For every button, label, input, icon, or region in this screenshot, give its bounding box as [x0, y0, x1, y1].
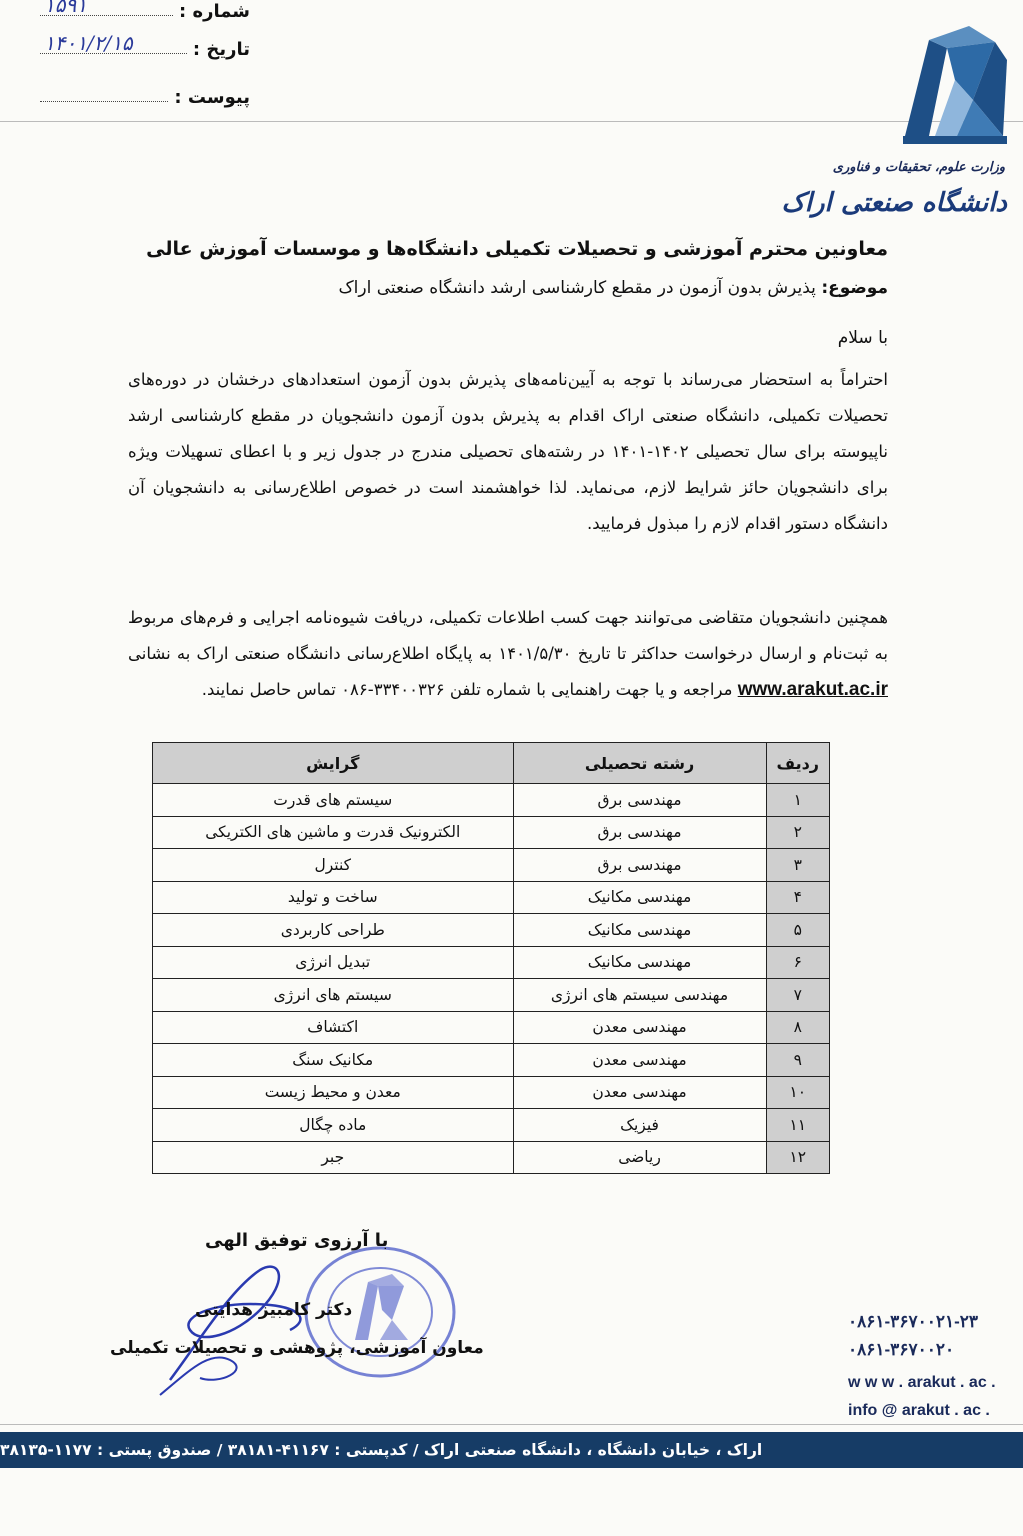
footer-address: اراک ، خیابان دانشگاه ، دانشگاه صنعتی اراک / کدپستی : ۴۱۱۶۷-۳۸۱۸۱ / صندوق پستی : ۱۱۷۷-۳۸۱۳۵	[0, 1441, 763, 1459]
table-row	[153, 849, 830, 882]
attachment-line	[40, 81, 168, 102]
paragraph-2-tail: مراجعه و یا جهت راهنمایی با شماره تلفن ۳۳۴۰۰۳۲۶-۰۸۶ تماس حاصل نمایند.	[201, 680, 733, 699]
row-index: ۵	[766, 914, 829, 947]
paragraph-1: احتراماً به استحضار می‌رساند با توجه به آیین‌نامه‌های پذیرش بدون آزمون استعدادهای درخشان در دوره‌های تحصیلات تکمیلی، دانشگاه صنعتی اراک اقدام به پذیرش بدون آزمون دانشجویان در مقطع کارشناسی ارشد ناپیوسته برای سال تحصیلی ۱۴۰۲-۱۴۰۱ در رشته‌های تحصیلی مندرج در جدول زیر و با اعطای تسهیلات ویژه برای دانشجویان حائز شرایط لازم، می‌نماید. لذا خواهشمند است در خصوص اطلاع‌رسانی به دانشجویان آن دانشگاه دستور اقدام لازم را مبذول فرمایید.	[128, 370, 888, 533]
header-field: رشته تحصیلی	[513, 743, 766, 784]
row-field: مهندسی سیستم های انرژی	[513, 979, 766, 1012]
row-index: ۲	[766, 816, 829, 849]
date-row	[40, 30, 250, 60]
row-orientation: الکترونیک قدرت و ماشین های الکتریکی	[153, 816, 514, 849]
number-line	[40, 0, 173, 16]
row-orientation: سیستم های انرژی	[153, 979, 514, 1012]
web-address[interactable]: w w w . arakut . ac .	[848, 1374, 996, 1391]
row-orientation: ماده چگال	[153, 1109, 514, 1142]
table-row	[153, 784, 830, 817]
number-row	[40, 0, 250, 22]
row-index: ۱۲	[766, 1141, 829, 1174]
subject	[128, 278, 888, 298]
header-index: ردیف	[766, 743, 829, 784]
footer-divider	[0, 1424, 1023, 1425]
signature-icon	[140, 1250, 340, 1400]
row-field: مهندسی برق	[513, 849, 766, 882]
row-orientation: ساخت و تولید	[153, 881, 514, 914]
row-index: ۶	[766, 946, 829, 979]
row-orientation: معدن و محیط زیست	[153, 1076, 514, 1109]
row-field: مهندسی معدن	[513, 1076, 766, 1109]
date-line	[40, 33, 187, 54]
header-divider	[0, 121, 1023, 122]
table-row	[153, 816, 830, 849]
number-value: ۱۵۹۱	[44, 0, 87, 17]
number-label: شماره :	[179, 1, 250, 22]
row-field: مهندسی معدن	[513, 1011, 766, 1044]
row-orientation: کنترل	[153, 849, 514, 882]
table-row	[153, 1011, 830, 1044]
row-field: ریاضی	[513, 1141, 766, 1174]
closing: با آرزوی توفیق الهی	[205, 1230, 389, 1251]
footer-bar	[0, 1432, 1023, 1468]
subject-label: موضوع:	[821, 278, 888, 298]
row-orientation: طراحی کاربردی	[153, 914, 514, 947]
table-row	[153, 979, 830, 1012]
attachment-label: پیوست :	[174, 87, 250, 108]
greeting: با سلام	[837, 328, 888, 348]
row-index: ۱۰	[766, 1076, 829, 1109]
email-address[interactable]: info @ arakut . ac .	[848, 1402, 990, 1419]
phone-2: ۰۸۶۱-۳۶۷۰۰۲۰	[848, 1340, 955, 1359]
table-row	[153, 946, 830, 979]
programs-table	[152, 742, 830, 1174]
row-index: ۸	[766, 1011, 829, 1044]
row-index: ۳	[766, 849, 829, 882]
date-label: تاریخ :	[192, 39, 250, 60]
recipient: معاونین محترم آموزشی و تحصیلات تکمیلی دانشگاه‌ها و موسسات آموزش عالی	[146, 238, 888, 260]
row-index: ۹	[766, 1044, 829, 1077]
ministry-name: وزارت علوم، تحقیقات و فناوری	[832, 160, 1005, 175]
row-orientation: مکانیک سنگ	[153, 1044, 514, 1077]
row-field: مهندسی برق	[513, 784, 766, 817]
row-field: مهندسی مکانیک	[513, 914, 766, 947]
signer-name: دکتر کامبیز هدایتی	[195, 1300, 353, 1320]
paragraph-2-text: همچنین دانشجویان متقاضی می‌توانند جهت کسب اطلاعات تکمیلی، دریافت شیوه‌نامه اجرایی و فرم‌های مربوط به ثبت‌نام و ارسال درخواست حداکثر تا تاریخ ۱۴۰۱/۵/۳۰ به پایگاه اطلاع‌رسانی دانشگاه صنعتی اراک به نشانی	[128, 608, 888, 663]
row-index: ۱	[766, 784, 829, 817]
date-value: ۱۴۰۱/۲/۱۵	[44, 31, 133, 55]
table-row	[153, 881, 830, 914]
row-orientation: سیستم های قدرت	[153, 784, 514, 817]
row-field: مهندسی معدن	[513, 1044, 766, 1077]
website-link[interactable]: www.arakut.ac.ir	[737, 679, 888, 700]
university-logo-icon	[899, 20, 1011, 146]
paragraph-2	[128, 600, 888, 708]
table-row	[153, 1141, 830, 1174]
table-row	[153, 1076, 830, 1109]
signer-title: معاون آموزشی، پژوهشی و تحصیلات تکمیلی	[110, 1338, 484, 1358]
header-orientation: گرایش	[153, 743, 514, 784]
phone-1: ۰۸۶۱-۳۶۷۰۰۲۱-۲۳	[848, 1312, 979, 1331]
attachment-row	[40, 78, 250, 108]
subject-text: پذیرش بدون آزمون در مقطع کارشناسی ارشد دانشگاه صنعتی اراک	[338, 278, 816, 298]
row-index: ۱۱	[766, 1109, 829, 1142]
row-index: ۴	[766, 881, 829, 914]
row-field: مهندسی مکانیک	[513, 881, 766, 914]
table-row	[153, 1109, 830, 1142]
row-field: مهندسی مکانیک	[513, 946, 766, 979]
table-header-row	[153, 743, 830, 784]
row-orientation: تبدیل انرژی	[153, 946, 514, 979]
row-orientation: اکتشاف	[153, 1011, 514, 1044]
row-orientation: جبر	[153, 1141, 514, 1174]
university-name: دانشگاه صنعتی اراک	[781, 188, 1007, 218]
row-field: مهندسی برق	[513, 816, 766, 849]
row-index: ۷	[766, 979, 829, 1012]
table-row	[153, 1044, 830, 1077]
row-field: فیزیک	[513, 1109, 766, 1142]
table-row	[153, 914, 830, 947]
